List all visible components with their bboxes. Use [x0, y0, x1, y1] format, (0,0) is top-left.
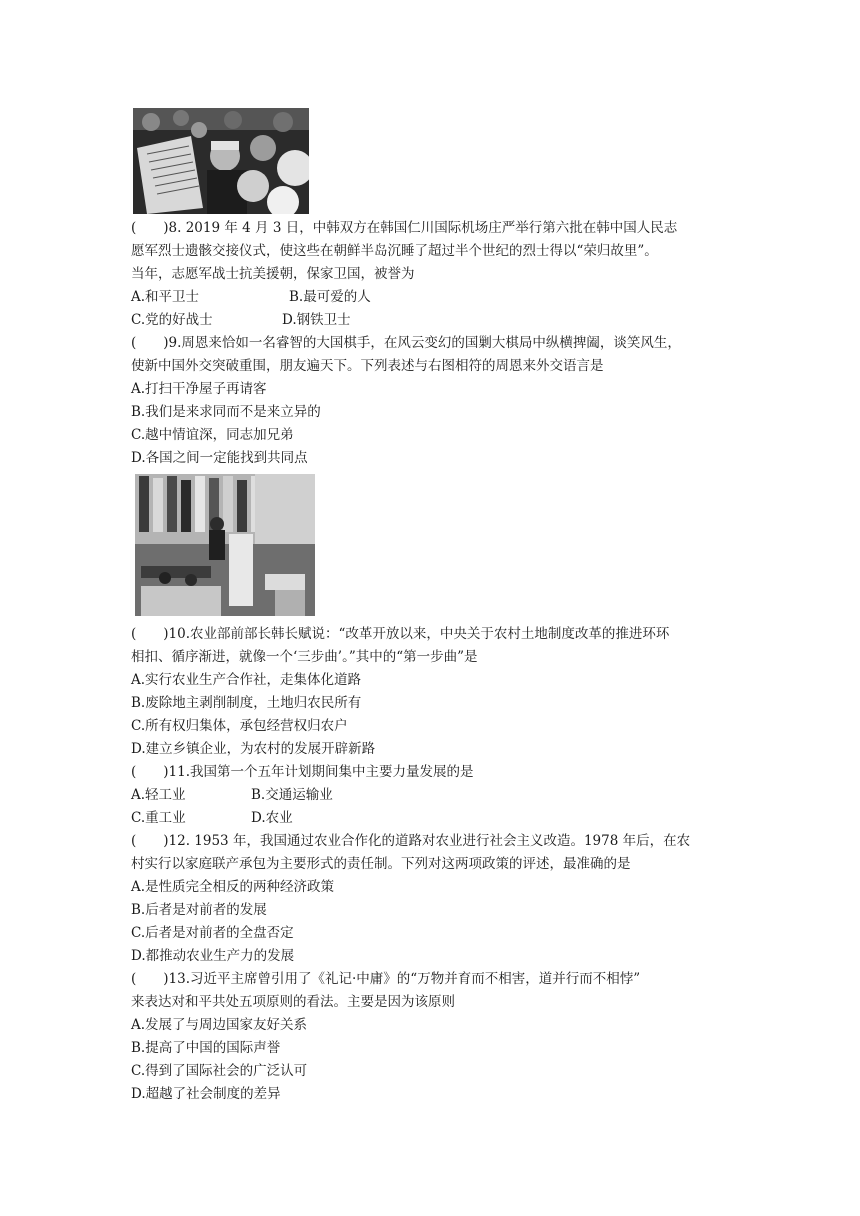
- q9-option-a: A.打扫干净屋子再请客: [131, 381, 267, 397]
- q11-stem-line-1: ( )11.我国第一个五年计划期间集中主要力量发展的是: [131, 764, 474, 780]
- q9-stem-line-2: 使新中国外交突破重围，朋友遍天下。下列表述与右图相符的周恩来外交语言是: [131, 358, 604, 374]
- q8-stem-line-3: 当年，志愿军战士抗美援朝，保家卫国，被誉为: [131, 266, 415, 282]
- q12-stem-line-2: 村实行以家庭联产承包为主要形式的责任制。下列对这两项政策的评述，最准确的是: [131, 856, 631, 872]
- q11-option-b: B.交通运输业: [251, 787, 333, 803]
- q9-option-d: D.各国之间一定能找到共同点: [131, 450, 308, 466]
- q8-stem-line-1: ( )8. 2019 年 4 月 3 日，中韩双方在韩国仁川国际机场庄严举行第六批在韩中国人民志: [131, 220, 678, 236]
- crowd-newspaper-photo-art: [133, 108, 309, 214]
- q13-stem-line-2: 来表达对和平共处五项原则的看法。主要是因为该原则: [131, 994, 455, 1010]
- q13-option-d: D.超越了社会制度的差异: [131, 1086, 281, 1102]
- q9-stem-line-1: ( )9.周恩来恰如一名睿智的大国棋手，在风云变幻的国剿大棋局中纵横捭阖，谈笑风生，: [131, 335, 681, 351]
- q8-option-d: D.钢铁卫士: [282, 312, 351, 328]
- q10-stem-line-2: 相扣、循序渐进，就像一个‘三步曲’。”其中的“第一步曲”是: [131, 649, 478, 665]
- q8-option-c: C.党的好战士: [131, 312, 213, 328]
- crowd-newspaper-photo: [133, 108, 309, 214]
- q11-option-d: D.农业: [251, 810, 293, 826]
- q10-stem-line-1: ( )10.农业部前部长韩长赋说：“改革开放以来，中央关于农村土地制度改革的推进环环: [131, 626, 670, 642]
- q10-option-d: D.建立乡镇企业，为农村的发展开辟新路: [131, 741, 376, 757]
- q12-option-c: C.后者是对前者的全盘否定: [131, 925, 294, 941]
- q10-option-a: A.实行农业生产合作社，走集体化道路: [131, 672, 362, 688]
- q12-option-d: D.都推动农业生产力的发展: [131, 948, 295, 964]
- q10-option-c: C.所有权归集体，承包经营权归农户: [131, 718, 348, 734]
- q11-option-c: C.重工业: [131, 810, 186, 826]
- conference-speech-photo-art: [135, 474, 315, 616]
- q12-stem-line-1: ( )12. 1953 年，我国通过农业合作化的道路对农业进行社会主义改造。1978 年后，在农: [131, 833, 691, 849]
- q8-stem-line-2: 愿军烈士遗骸交接仪式，使这些在朝鲜半岛沉睡了超过半个世纪的烈士得以“荣归故里”。: [131, 243, 658, 259]
- q9-option-c: C.越中情谊深，同志加兄弟: [131, 427, 294, 443]
- q13-option-c: C.得到了国际社会的广泛认可: [131, 1063, 308, 1079]
- q13-stem-line-1: ( )13.习近平主席曾引用了《礼记·中庸》的“万物并育而不相害，道并行而不相悖”: [131, 971, 641, 987]
- conference-speech-photo: [135, 474, 315, 616]
- q13-option-b: B.提高了中国的国际声誉: [131, 1040, 281, 1056]
- q12-option-a: A.是性质完全相反的两种经济政策: [131, 879, 335, 895]
- q11-option-a: A.轻工业: [131, 787, 186, 803]
- q10-option-b: B.废除地主剥削制度，土地归农民所有: [131, 695, 362, 711]
- q13-option-a: A.发展了与周边国家友好关系: [131, 1017, 308, 1033]
- q8-option-b: B.最可爱的人: [289, 289, 371, 305]
- q12-option-b: B.后者是对前者的发展: [131, 902, 267, 918]
- q9-option-b: B.我们是来求同而不是来立异的: [131, 404, 321, 420]
- q8-option-a: A.和平卫士: [131, 289, 200, 305]
